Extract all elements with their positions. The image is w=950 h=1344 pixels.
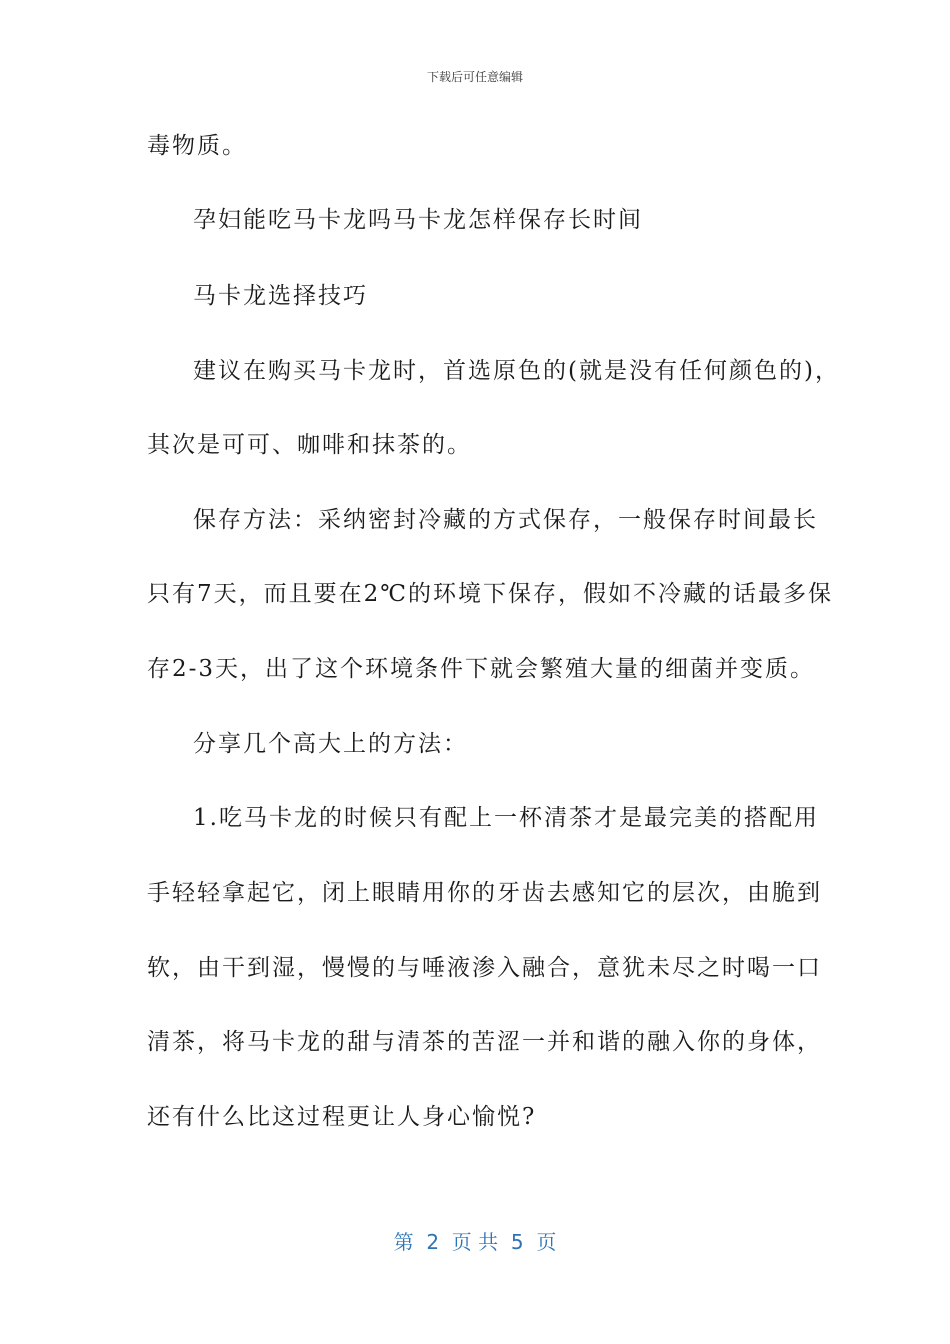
body-line: 1.吃马卡龙的时候只有配上一杯清茶才是最完美的搭配用 (193, 805, 819, 831)
body-line: 建议在购买马卡龙时，首选原色的(就是没有任何颜色的)， (193, 358, 840, 384)
body-line: 毒物质。 (147, 133, 247, 159)
section-heading: 孕妇能吃马卡龙吗马卡龙怎样保存长时间 (193, 207, 643, 233)
body-line: 手轻轻拿起它，闭上眼睛用你的牙齿去感知它的层次，由脆到 (147, 880, 822, 906)
body-line: 还有什么比这过程更让人身心愉悦? (147, 1104, 537, 1130)
section-heading: 马卡龙选择技巧 (193, 283, 368, 309)
body-line: 清茶，将马卡龙的甜与清茶的苦涩一并和谐的融入你的身体， (147, 1029, 822, 1055)
body-line: 软，由干到湿，慢慢的与唾液渗入融合，意犹未尽之时喝一口 (147, 955, 822, 981)
header-note: 下载后可任意编辑 (426, 70, 523, 84)
body-line: 只有7天，而且要在2℃的环境下保存，假如不冷藏的话最多保 (147, 581, 833, 607)
body-line: 分享几个高大上的方法： (193, 731, 468, 757)
body-line: 保存方法：采纳密封冷藏的方式保存，一般保存时间最长 (193, 507, 818, 533)
body-line: 存2-3天，出了这个环境条件下就会繁殖大量的细菌并变质。 (147, 656, 816, 682)
page-number-footer: 第 2 页 共 5 页 (393, 1230, 557, 1254)
body-line: 其次是可可、咖啡和抹茶的。 (147, 432, 472, 458)
